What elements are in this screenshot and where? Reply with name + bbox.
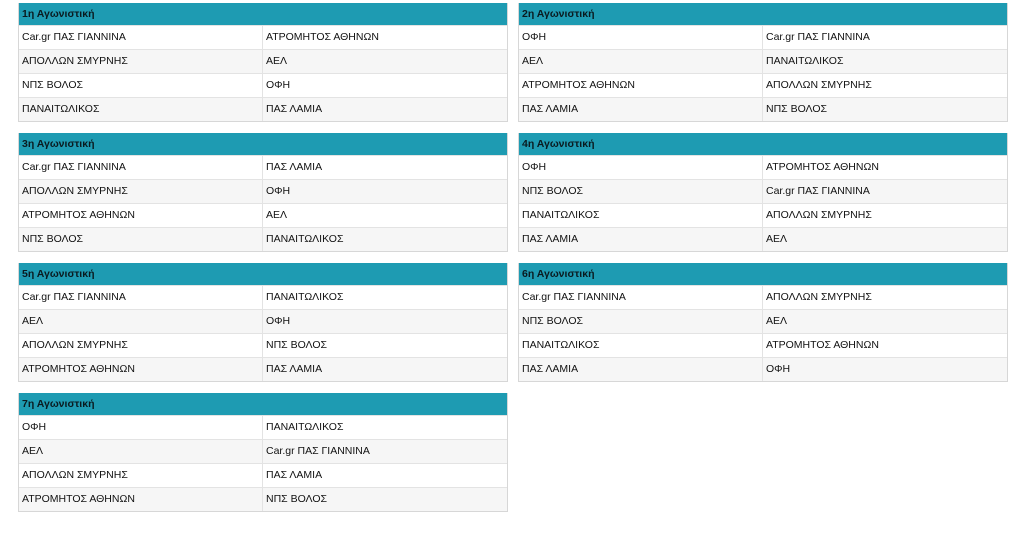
home-team: ΑΤΡΟΜΗΤΟΣ ΑΘΗΝΩΝ: [19, 204, 263, 227]
away-team: Car.gr ΠΑΣ ΓΙΑΝΝΙΝΑ: [266, 445, 370, 457]
away-team: ΠΑΣ ΛΑΜΙΑ: [266, 161, 323, 173]
away-team: ΑΤΡΟΜΗΤΟΣ ΑΘΗΝΩΝ: [766, 161, 879, 173]
match-row: [19, 97, 507, 121]
home-team: ΠΑΣ ΛΑΜΙΑ: [519, 228, 763, 251]
home-team: ΠΑΝΑΙΤΩΛΙΚΟΣ: [519, 204, 763, 227]
match-row: [19, 179, 507, 203]
home-team: ΟΦΗ: [19, 416, 263, 439]
matchday-table-4: [518, 133, 1008, 252]
match-row: [19, 463, 507, 487]
match-row: [519, 309, 1007, 333]
match-row: [519, 73, 1007, 97]
match-row: [519, 203, 1007, 227]
away-team: ΟΦΗ: [266, 315, 291, 327]
away-team: ΠΑΝΑΙΤΩΛΙΚΟΣ: [266, 291, 344, 303]
match-row: [19, 487, 507, 511]
match-row: [519, 97, 1007, 121]
away-team: Car.gr ΠΑΣ ΓΙΑΝΝΙΝΑ: [766, 31, 870, 43]
match-row: [19, 155, 507, 179]
match-row: [19, 227, 507, 251]
home-team: ΝΠΣ ΒΟΛΟΣ: [19, 228, 263, 251]
match-row: [519, 49, 1007, 73]
match-row: [19, 333, 507, 357]
match-row: [19, 49, 507, 73]
matchday-table-1: [18, 3, 508, 122]
home-team: Car.gr ΠΑΣ ΓΙΑΝΝΙΝΑ: [19, 286, 263, 309]
match-row: [19, 285, 507, 309]
match-row: [519, 285, 1007, 309]
match-row: [519, 179, 1007, 203]
matchday-table-6: [518, 263, 1008, 382]
matchday-title: 2η Αγωνιστική: [519, 3, 1007, 25]
away-team: ΝΠΣ ΒΟΛΟΣ: [266, 493, 328, 505]
home-team: ΠΑΝΑΙΤΩΛΙΚΟΣ: [519, 334, 763, 357]
away-team: ΟΦΗ: [766, 363, 791, 375]
away-team: ΑΠΟΛΛΩΝ ΣΜΥΡΝΗΣ: [766, 209, 872, 221]
match-row: [519, 25, 1007, 49]
away-team: ΑΤΡΟΜΗΤΟΣ ΑΘΗΝΩΝ: [766, 339, 879, 351]
match-row: [519, 333, 1007, 357]
matchday-table-7: [18, 393, 508, 512]
away-team: ΠΑΣ ΛΑΜΙΑ: [266, 363, 323, 375]
home-team: ΑΠΟΛΛΩΝ ΣΜΥΡΝΗΣ: [19, 464, 263, 487]
matchday-title: 5η Αγωνιστική: [19, 263, 507, 285]
away-team: ΠΑΣ ΛΑΜΙΑ: [266, 469, 323, 481]
matchday-title: 3η Αγωνιστική: [19, 133, 507, 155]
matchday-title: 6η Αγωνιστική: [519, 263, 1007, 285]
away-team: ΑΕΛ: [766, 233, 788, 245]
match-row: [519, 357, 1007, 381]
matchday-table-5: [18, 263, 508, 382]
home-team: ΑΤΡΟΜΗΤΟΣ ΑΘΗΝΩΝ: [19, 488, 263, 511]
away-team: ΠΑΣ ΛΑΜΙΑ: [266, 103, 323, 115]
away-team: ΑΕΛ: [766, 315, 788, 327]
home-team: ΝΠΣ ΒΟΛΟΣ: [19, 74, 263, 97]
home-team: Car.gr ΠΑΣ ΓΙΑΝΝΙΝΑ: [19, 26, 263, 49]
home-team: ΝΠΣ ΒΟΛΟΣ: [519, 310, 763, 333]
home-team: ΠΑΣ ΛΑΜΙΑ: [519, 358, 763, 381]
away-team: Car.gr ΠΑΣ ΓΙΑΝΝΙΝΑ: [766, 185, 870, 197]
matchday-title: 7η Αγωνιστική: [19, 393, 507, 415]
away-team: ΑΤΡΟΜΗΤΟΣ ΑΘΗΝΩΝ: [266, 31, 379, 43]
home-team: ΑΕΛ: [19, 440, 263, 463]
home-team: ΑΤΡΟΜΗΤΟΣ ΑΘΗΝΩΝ: [519, 74, 763, 97]
away-team: ΑΕΛ: [266, 55, 288, 67]
away-team: ΟΦΗ: [266, 185, 291, 197]
home-team: Car.gr ΠΑΣ ΓΙΑΝΝΙΝΑ: [19, 156, 263, 179]
match-row: [519, 155, 1007, 179]
match-row: [19, 203, 507, 227]
matchday-table-3: [18, 133, 508, 252]
matchday-table-2: [518, 3, 1008, 122]
home-team: ΑΠΟΛΛΩΝ ΣΜΥΡΝΗΣ: [19, 50, 263, 73]
home-team: ΠΑΝΑΙΤΩΛΙΚΟΣ: [19, 98, 263, 121]
away-team: ΝΠΣ ΒΟΛΟΣ: [266, 339, 328, 351]
match-row: [19, 309, 507, 333]
away-team: ΝΠΣ ΒΟΛΟΣ: [766, 103, 828, 115]
away-team: ΠΑΝΑΙΤΩΛΙΚΟΣ: [766, 55, 844, 67]
home-team: ΟΦΗ: [519, 156, 763, 179]
fixtures-grid: [18, 3, 1008, 512]
match-row: [19, 357, 507, 381]
away-team: ΑΠΟΛΛΩΝ ΣΜΥΡΝΗΣ: [766, 291, 872, 303]
home-team: ΑΠΟΛΛΩΝ ΣΜΥΡΝΗΣ: [19, 180, 263, 203]
home-team: ΑΕΛ: [519, 50, 763, 73]
home-team: ΑΤΡΟΜΗΤΟΣ ΑΘΗΝΩΝ: [19, 358, 263, 381]
match-row: [19, 73, 507, 97]
home-team: ΑΠΟΛΛΩΝ ΣΜΥΡΝΗΣ: [19, 334, 263, 357]
home-team: ΠΑΣ ΛΑΜΙΑ: [519, 98, 763, 121]
away-team: ΠΑΝΑΙΤΩΛΙΚΟΣ: [266, 421, 344, 433]
away-team: ΑΠΟΛΛΩΝ ΣΜΥΡΝΗΣ: [766, 79, 872, 91]
home-team: ΝΠΣ ΒΟΛΟΣ: [519, 180, 763, 203]
matchday-title: 1η Αγωνιστική: [19, 3, 507, 25]
away-team: ΠΑΝΑΙΤΩΛΙΚΟΣ: [266, 233, 344, 245]
home-team: Car.gr ΠΑΣ ΓΙΑΝΝΙΝΑ: [519, 286, 763, 309]
match-row: [19, 25, 507, 49]
match-row: [519, 227, 1007, 251]
away-team: ΑΕΛ: [266, 209, 288, 221]
home-team: ΟΦΗ: [519, 26, 763, 49]
home-team: ΑΕΛ: [19, 310, 263, 333]
match-row: [19, 439, 507, 463]
matchday-title: 4η Αγωνιστική: [519, 133, 1007, 155]
match-row: [19, 415, 507, 439]
away-team: ΟΦΗ: [266, 79, 291, 91]
